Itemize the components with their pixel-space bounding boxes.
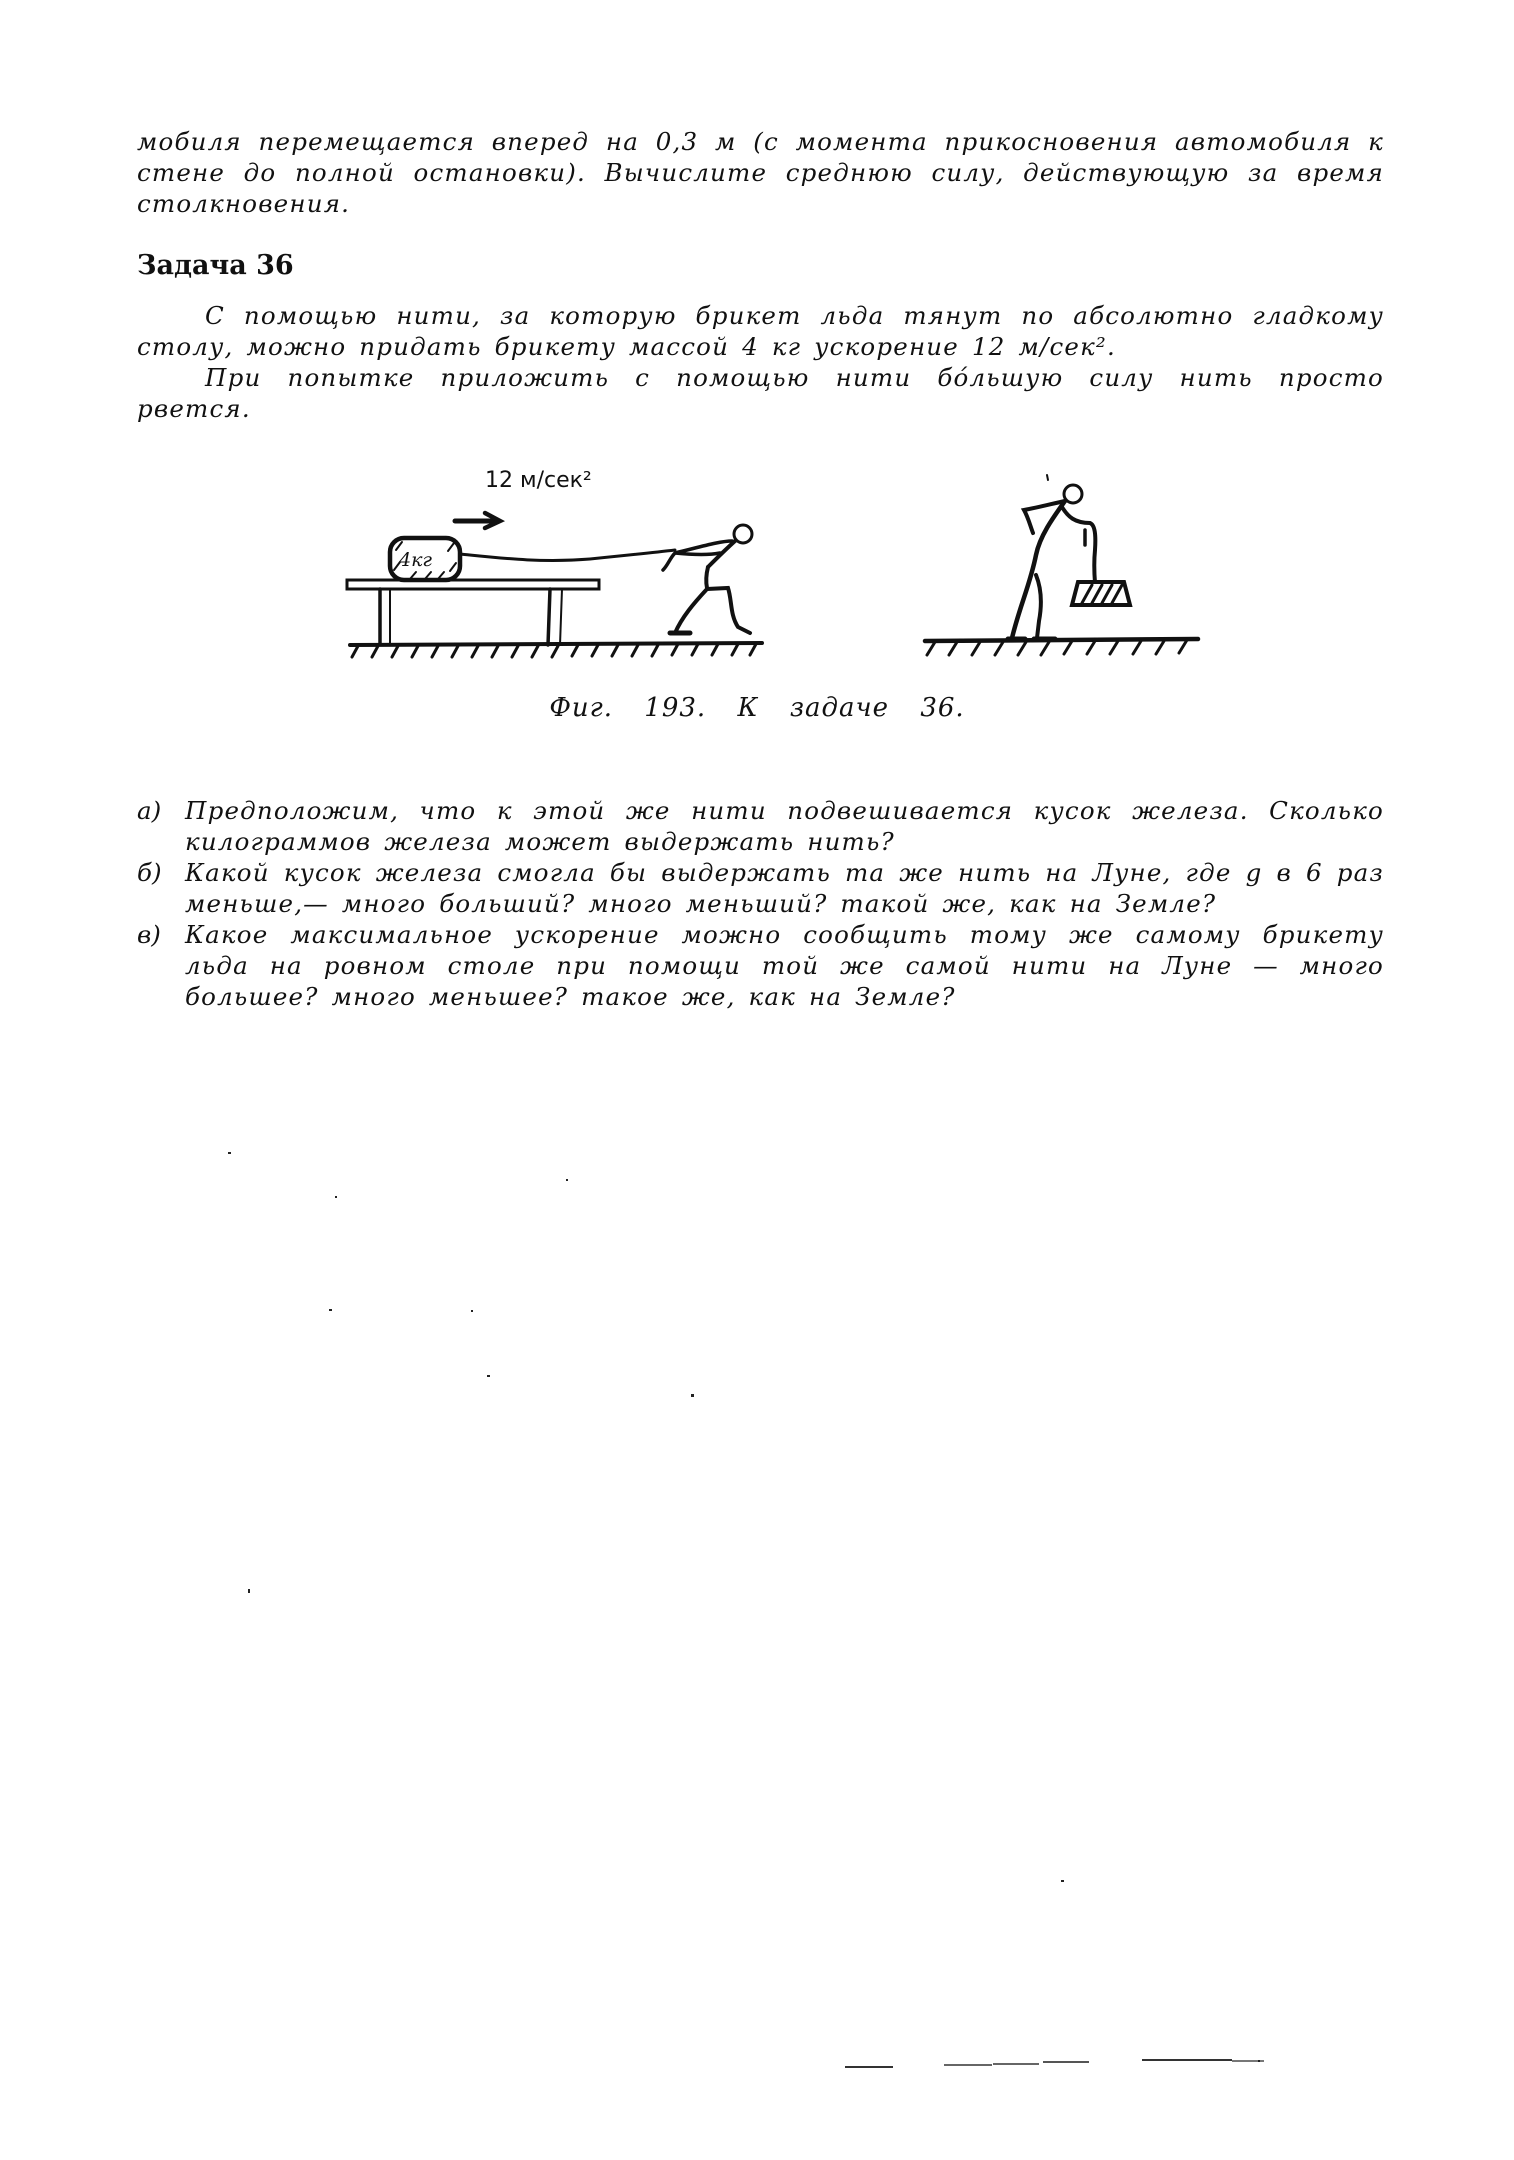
table-leg [548, 589, 550, 645]
question-marker: а) [137, 796, 162, 825]
scan-speck [471, 1310, 473, 1312]
floor-line [925, 639, 1198, 641]
bottom-rule [993, 2063, 1039, 2065]
scan-speck [1061, 1880, 1064, 1882]
question-text: Предположим, что к этой же нити подвешивается кусок железа. Сколько килограммов железа может выдержать нить? [185, 796, 1384, 856]
question-text: Какой кусок железа смогла бы выдержать та же нить на Луне, где g в 6 раз меньше,— много больший? много меньший? такой же, как на Земле? [185, 858, 1384, 918]
bottom-rule [845, 2066, 893, 2068]
string [460, 550, 675, 560]
table-scene [347, 513, 762, 657]
problem-heading: Задача 36 [137, 250, 294, 281]
figure-drawing [330, 455, 1230, 685]
problem-paragraph-1: С помощью нити, за которую брикет льда тянут по абсолютно гладкому столу, можно придать брикету массой 4 кг ускорение 12 м/сек². [137, 301, 1384, 361]
scan-speck [487, 1375, 490, 1377]
scan-speck [335, 1196, 337, 1198]
acceleration-arrow [455, 513, 500, 528]
bottom-rule [1043, 2061, 1089, 2063]
question-text: Какое максимальное ускорение можно сообщить тому же самому брикету льда на ровном столе при помощи той же самой нити на Луне — много большее? много меньшее? такое же, как на Земле? [185, 920, 1384, 1011]
problem-paragraph-2: При попытке приложить с помощью нити бо́льшую силу нить просто рвется. [137, 363, 1384, 423]
table-leg [560, 589, 562, 645]
floor-line [350, 643, 762, 645]
continuation-paragraph: мобиля перемещается вперед на 0,3 м (с момента прикосновения автомобиля к стене до полной остановки). Вычислите среднюю силу, действующую за время столкновения. [137, 127, 1384, 218]
question-list [137, 795, 1384, 1012]
table-top [347, 580, 599, 589]
scan-speck [248, 1589, 250, 1593]
mass-label: 4кг [399, 549, 433, 571]
question-b [137, 857, 1384, 919]
question-marker: в) [137, 920, 161, 949]
scan-speck [329, 1309, 332, 1311]
scan-speck [566, 1179, 568, 1181]
hanging-scene [925, 475, 1198, 655]
question-c [137, 919, 1384, 1012]
scan-speck [691, 1394, 694, 1397]
scan-speck [228, 1152, 231, 1154]
figure-193 [330, 455, 1230, 685]
question-a [137, 795, 1384, 857]
figure-caption: Фиг. 193. К задаче 36. [549, 693, 965, 723]
puller-figure [663, 525, 752, 633]
scan-speck [1258, 2060, 1260, 2062]
acceleration-label: 12 м/сек² [485, 468, 592, 493]
bottom-rule [944, 2064, 992, 2066]
question-marker: б) [137, 858, 162, 887]
bottom-rule [1142, 2059, 1232, 2061]
